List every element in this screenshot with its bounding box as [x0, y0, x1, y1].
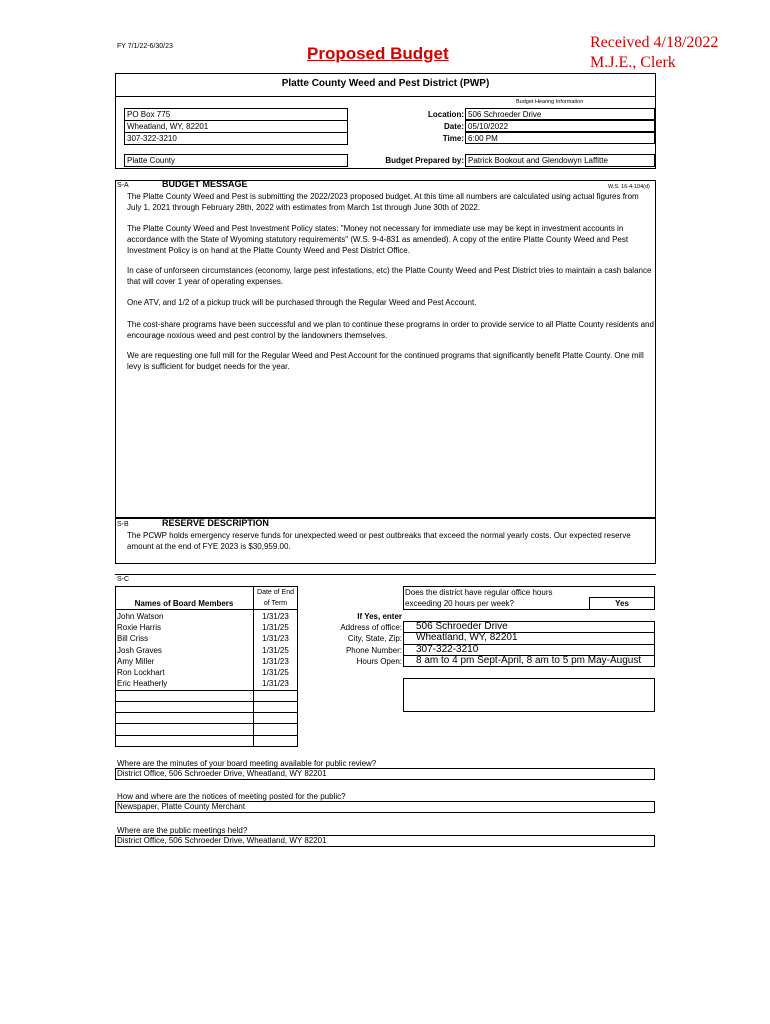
- budget-paragraph-1: The Platte County Weed and Pest is submitting the 2022/2023 proposed budget. At this time all numbers are calculated using actual figures from July 1, 2021 through February 28th, 2022 with estimates from March 1st through June 30th of 2022.: [127, 192, 639, 212]
- stamp-line-1: Received 4/18/2022: [590, 34, 719, 51]
- board-member-name: Josh Graves: [117, 646, 162, 655]
- answer-minutes: District Office, 506 Schroeder Drive, Wheatland, WY 82201: [117, 769, 327, 778]
- board-member-name: Ron Lockhart: [117, 668, 165, 677]
- office-question-2: exceeding 20 hours per week?: [405, 599, 514, 608]
- time-label: Time:: [442, 134, 464, 143]
- address-line-1: PO Box 775: [127, 110, 171, 119]
- county-name: Platte County: [127, 156, 176, 165]
- office-hours-label: Hours Open:: [356, 657, 402, 666]
- office-city: Wheatland, WY, 82201: [416, 632, 518, 643]
- board-member-term: 1/31/25: [262, 668, 289, 677]
- budget-paragraph-2: The Platte County Weed and Pest Investment Policy states: "Money not necessary for immediate use may be kept in investment accounts in accordance with the State of Wyoming statutory requirements" (W.S. 9-4-831 as amended). A copy of the entire Platte County Weed and Pest Investment Policy is on hand at the Platte County Weed and Pest District Office.: [127, 224, 629, 255]
- office-address: 506 Schroeder Drive: [416, 621, 508, 632]
- address-line-2: Wheatland, WY, 82201: [127, 122, 209, 131]
- answer-notices: Newspaper, Platte County Merchant: [117, 802, 246, 811]
- col-names-header: Names of Board Members: [134, 599, 234, 608]
- board-member-term: 1/31/23: [262, 634, 289, 643]
- budget-message-heading: BUDGET MESSAGE: [162, 179, 248, 189]
- fiscal-year: FY 7/1/22-6/30/23: [117, 43, 173, 50]
- board-member-term: 1/31/25: [262, 646, 289, 655]
- budget-paragraph-5: The cost-share programs have been successful and we plan to continue these programs in order to provide service to all Platte County residents and encourage noxious weed and pest control by the landowners themselves.: [127, 320, 654, 340]
- location-label: Location:: [428, 110, 464, 119]
- answer-meetings: District Office, 506 Schroeder Drive, Wheatland, WY 82201: [117, 836, 327, 845]
- prepared-by-label: Budget Prepared by:: [385, 156, 464, 165]
- office-phone: 307-322-3210: [416, 644, 479, 655]
- district-name: Platte County Weed and Pest District (PWP): [281, 78, 490, 89]
- budget-message-code: S-A: [117, 182, 129, 189]
- office-city-label: City, State, Zip:: [347, 634, 402, 643]
- col-term-header-2: of Term: [263, 600, 288, 607]
- date-label: Date:: [443, 122, 464, 131]
- board-member-term: 1/31/23: [262, 679, 289, 688]
- date-value: 05/10/2022: [468, 122, 509, 131]
- question-notices: How and where are the notices of meeting posted for the public?: [117, 792, 346, 801]
- reserve-heading: RESERVE DESCRIPTION: [162, 518, 269, 528]
- board-member-name: Amy Miller: [117, 657, 155, 666]
- budget-message-statute: W.S. 16-4-104(d): [608, 184, 650, 190]
- location-value: 506 Schroeder Drive: [468, 110, 542, 119]
- office-answer: Yes: [615, 599, 629, 608]
- budget-paragraph-4: One ATV, and 1/2 of a pickup truck will be purchased through the Regular Weed and Pest Account.: [127, 298, 477, 307]
- board-member-term: 1/31/23: [262, 612, 289, 621]
- prepared-by-value: Patrick Bookout and Glendowyn Laffitte: [468, 156, 608, 165]
- office-hours: 8 am to 4 pm Sept-April, 8 am to 5 pm May-August: [416, 655, 642, 666]
- time-value: 6:00 PM: [468, 134, 498, 143]
- board-member-name: Bill Criss: [117, 634, 149, 643]
- board-member-name: Roxie Harris: [117, 623, 162, 632]
- board-member-term: 1/31/25: [262, 623, 289, 632]
- budget-paragraph-6: We are requesting one full mill for the Regular Weed and Pest Account for the continued programs that significantly benefit Platte County. One mill levy is sufficient for budget needs for the year.: [127, 351, 644, 371]
- board-member-name: Eric Heatherly: [117, 679, 168, 688]
- reserve-text: The PCWP holds emergency reserve funds for unexpected weed or pest outbreaks that exceed the normal yearly costs. Our expected reserve amount at the end of FYE 2023 is $30,959.00.: [127, 531, 631, 551]
- question-minutes: Where are the minutes of your board meeting available for public review?: [117, 759, 377, 768]
- if-yes-label: If Yes, enter: [357, 612, 402, 621]
- office-phone-label: Phone Number:: [345, 646, 402, 655]
- question-meetings: Where are the public meetings held?: [117, 826, 248, 835]
- page-title: Proposed Budget: [307, 44, 449, 63]
- received-stamp: [590, 33, 718, 73]
- board-member-name: John Watson: [117, 612, 164, 621]
- board-code: S-C: [117, 576, 130, 583]
- stamp-line-2: M.J.E., Clerk: [590, 54, 676, 71]
- board-member-term: 1/31/23: [262, 657, 289, 666]
- address-line-3: 307-322-3210: [127, 134, 177, 143]
- reserve-code: S-B: [117, 521, 129, 528]
- budget-paragraph-3: In case of unforseen circumstances (economy, large pest infestations, etc) the Platte County Weed and Pest District tries to maintain a cash balance that will cover 1 year of operating expenses.: [127, 266, 652, 286]
- office-question-1: Does the district have regular office hours: [405, 588, 553, 597]
- office-address-label: Address of office:: [340, 623, 402, 632]
- office-notes-box: [403, 678, 655, 712]
- hearing-heading: Budget Hearing Information: [516, 99, 584, 105]
- col-term-header-1: Date of End: [257, 589, 294, 596]
